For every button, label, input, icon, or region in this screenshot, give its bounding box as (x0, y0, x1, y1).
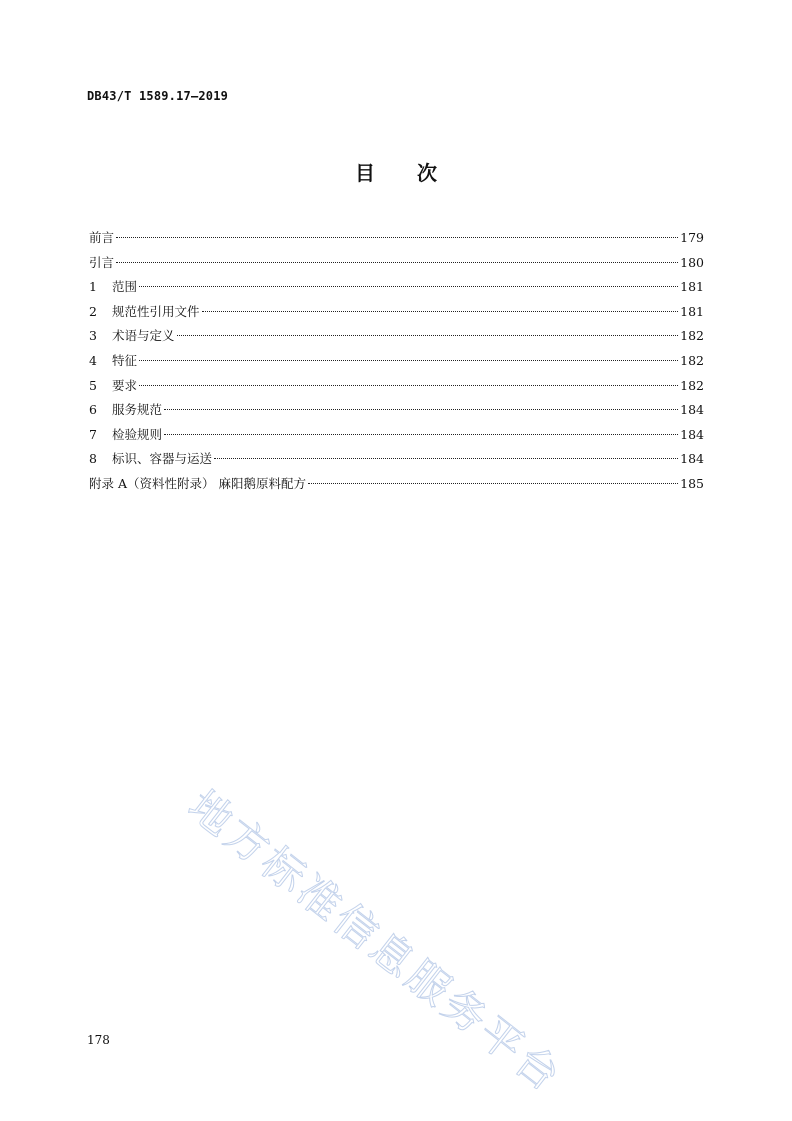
toc-leader-dots (177, 335, 679, 336)
toc-entry-label: 前言 (89, 230, 115, 245)
toc-entry-number: 7 (89, 426, 97, 442)
toc-entry-label: 术语与定义 (112, 328, 175, 344)
toc-entry-page: 184 (680, 402, 704, 418)
toc-entry-page: 182 (680, 377, 704, 393)
toc-leader-dots (164, 434, 678, 435)
toc-entry-label: 要求 (112, 377, 138, 393)
toc-leader-dots (214, 458, 678, 459)
toc-entry-marking-containers-transport[interactable] (89, 447, 704, 472)
toc-entry-page: 184 (680, 426, 704, 442)
toc-leader-dots (116, 237, 678, 238)
toc-entry-service-specification[interactable] (89, 398, 704, 423)
toc-entry-page: 179 (680, 230, 704, 245)
toc-entry-page: 182 (680, 328, 704, 344)
toc-entry-page: 181 (680, 279, 704, 295)
toc-entry-page: 182 (680, 352, 704, 368)
toc-entry-number: 5 (89, 377, 97, 393)
toc-entry-label: 范围 (112, 279, 138, 295)
toc-entry-number: 3 (89, 328, 97, 344)
toc-entry-introduction[interactable] (89, 251, 704, 276)
toc-entry-scope[interactable] (89, 275, 704, 300)
toc-leader-dots (164, 409, 678, 410)
toc-entry-number: 1 (89, 279, 97, 295)
toc-entry-requirements[interactable] (89, 374, 704, 399)
toc-entry-label: 服务规范 (112, 402, 163, 418)
page-number: 178 (87, 1033, 110, 1047)
toc-leader-dots (116, 262, 678, 263)
toc-entry-page: 180 (680, 254, 704, 270)
toc-entry-page: 184 (680, 451, 704, 467)
toc-leader-dots (202, 311, 679, 312)
toc-entry-appendix-a[interactable] (89, 472, 704, 497)
toc-entry-number: 6 (89, 402, 97, 418)
toc-title: 目次 (355, 161, 479, 185)
toc-entry-label: 检验规则 (112, 426, 163, 442)
toc-entry-page: 185 (680, 475, 704, 491)
toc-entry-number: 4 (89, 352, 97, 368)
toc-entry-page: 181 (680, 303, 704, 319)
watermark: 地方标准信息服务平台 (179, 780, 573, 1103)
toc-entry-foreword[interactable] (89, 226, 704, 251)
toc-leader-dots (308, 483, 678, 484)
toc-entry-number: 2 (89, 303, 97, 319)
document-code: DB43/T 1589.17—2019 (87, 89, 229, 103)
toc-entry-label: 附录 A（资料性附录） 麻阳鹅原料配方 (89, 475, 306, 491)
toc-entry-inspection-rules[interactable] (89, 423, 704, 448)
toc-entry-label: 标识、容器与运送 (112, 451, 213, 467)
table-of-contents (89, 226, 704, 497)
toc-entry-characteristics[interactable] (89, 349, 704, 374)
toc-leader-dots (139, 385, 678, 386)
toc-entry-normative-references[interactable] (89, 300, 704, 325)
toc-entry-label: 特征 (112, 352, 138, 368)
toc-leader-dots (139, 360, 678, 361)
toc-leader-dots (139, 286, 678, 287)
toc-entry-label: 规范性引用文件 (112, 303, 200, 319)
toc-entry-terms-definitions[interactable] (89, 324, 704, 349)
toc-entry-number: 8 (89, 451, 97, 467)
toc-entry-label: 引言 (89, 254, 115, 270)
